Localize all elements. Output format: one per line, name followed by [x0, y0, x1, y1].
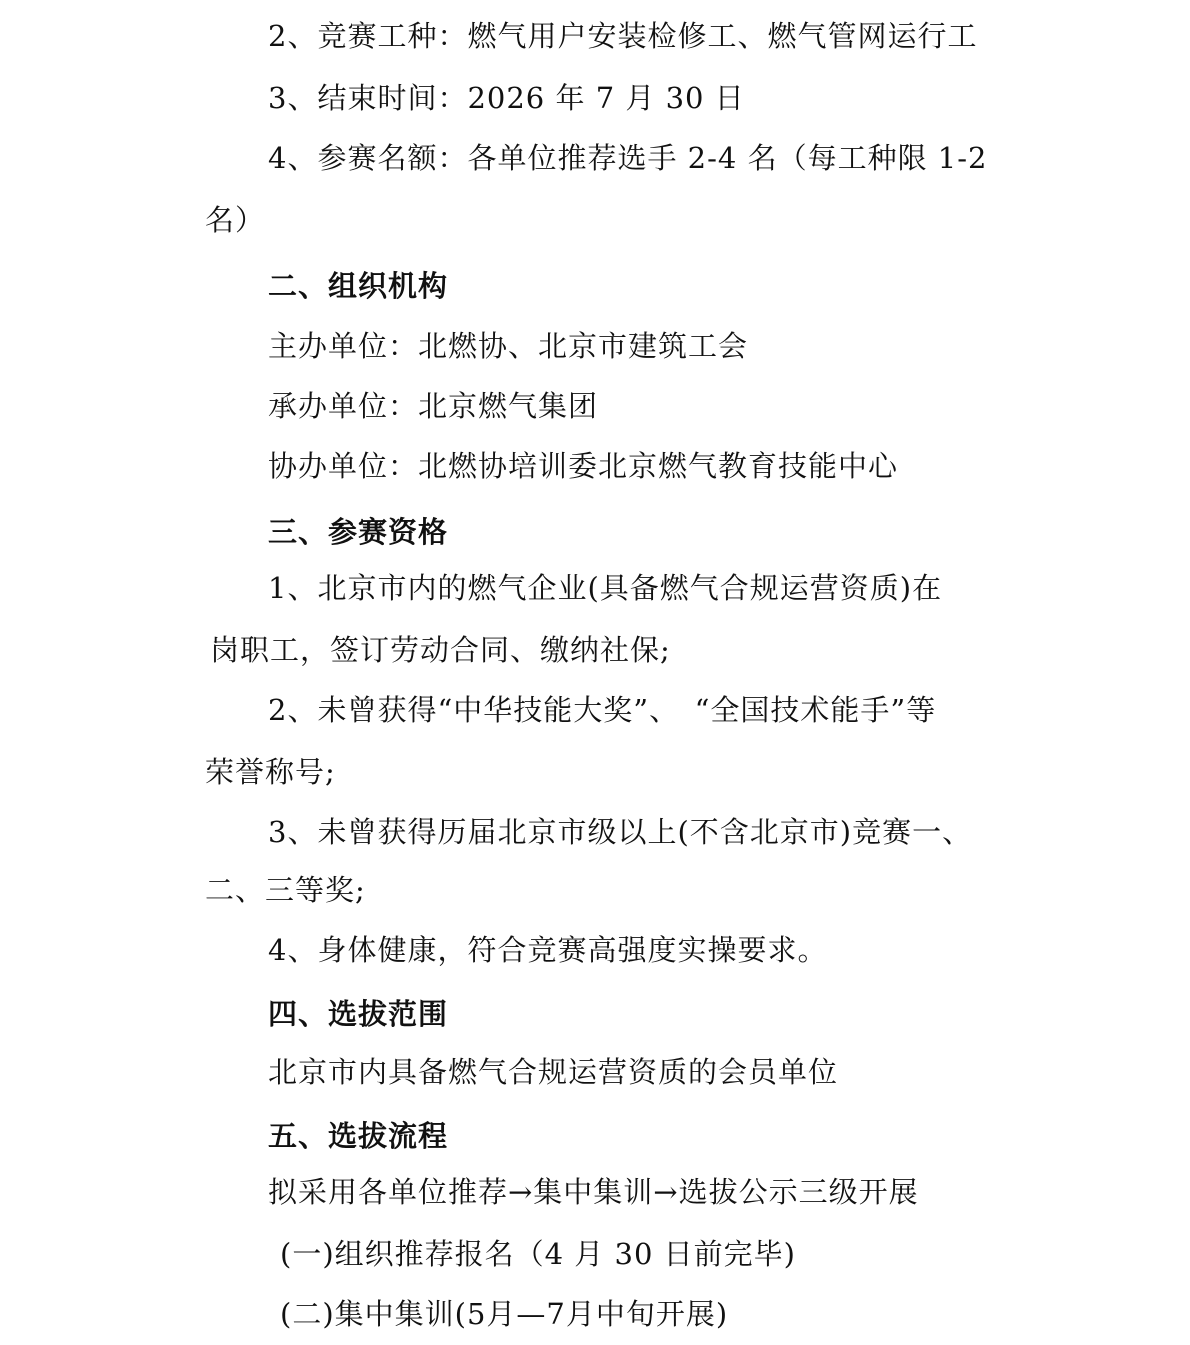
section-heading-scope: 四、选拔范围 [268, 997, 449, 1031]
eligibility-item-3-continued: 二、三等奖; [205, 873, 366, 907]
eligibility-item-1: 1、北京市内的燃气企业(具备燃气合规运营资质)在 [268, 571, 943, 605]
section-heading-organization: 二、组织机构 [268, 269, 449, 303]
scope-line: 北京市内具备燃气合规运营资质的会员单位 [268, 1055, 839, 1089]
host-unit-line: 主办单位：北燃协、北京市建筑工会 [268, 329, 749, 363]
eligibility-item-4: 4、身体健康，符合竞赛高强度实操要求。 [268, 933, 828, 967]
eligibility-item-2-continued: 荣誉称号; [205, 755, 336, 789]
process-step-1: (一)组织推荐报名（4 月 30 日前完毕) [280, 1237, 796, 1271]
end-date-line: 3、结束时间：2026 年 7 月 30 日 [268, 81, 745, 115]
process-overview-line: 拟采用各单位推荐→集中集训→选拔公示三级开展 [268, 1175, 919, 1209]
eligibility-item-2: 2、未曾获得“中华技能大奖”、 “全国技术能手”等 [268, 693, 937, 727]
co-organizer-unit-line: 协办单位：北燃协培训委北京燃气教育技能中心 [268, 449, 899, 483]
process-step-2: (二)集中集训(5月—7月中旬开展) [280, 1297, 729, 1331]
competition-types-line: 2、竞赛工种：燃气用户安装检修工、燃气管网运行工 [268, 19, 978, 53]
eligibility-item-1-continued: 岗职工，签订劳动合同、缴纳社保; [210, 633, 671, 667]
eligibility-item-3: 3、未曾获得历届北京市级以上(不含北京市)竞赛一、 [268, 815, 973, 849]
quota-line: 4、参赛名额：各单位推荐选手 2-4 名（每工种限 1-2 [268, 141, 988, 175]
section-heading-process: 五、选拔流程 [268, 1119, 449, 1153]
organizer-unit-line: 承办单位：北京燃气集团 [268, 389, 599, 423]
quota-line-continued: 名） [205, 203, 266, 237]
section-heading-eligibility: 三、参赛资格 [268, 515, 449, 549]
